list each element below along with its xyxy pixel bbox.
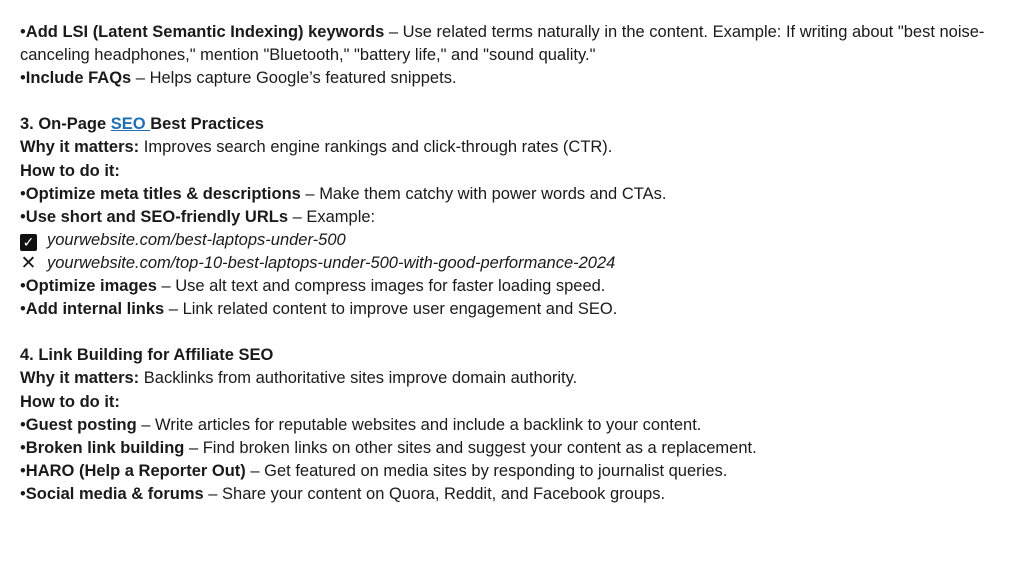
bullet-images [20, 275, 1010, 298]
bullet-mark: • [20, 277, 26, 296]
bullet-term: Social media & forums [25, 484, 204, 503]
bullet-lsi [20, 21, 1010, 67]
bullet-desc: – Use related terms naturally in the content. Example: If writing about "best noise-canceling headphones," mention "Bluetooth," "battery life," and "sound quality." [20, 23, 985, 65]
bullet-mark: • [20, 207, 26, 226]
bullet-term: Include FAQs [25, 69, 132, 88]
section-4-why [20, 367, 1010, 390]
why-text: Improves search engine rankings and click-through rates (CTR). [139, 138, 613, 157]
bullet-meta [20, 183, 1010, 206]
bad-url: yourwebsite.com/top-10-best-laptops-under-500-with-good-performance-2024 [47, 253, 616, 272]
bullet-term: Guest posting [25, 415, 137, 434]
why-label: Why it matters: [20, 138, 140, 157]
how-label: How to do it: [20, 161, 120, 180]
bullet-guest-posting [20, 414, 1010, 437]
bullet-term: Optimize images [25, 277, 157, 296]
heading-text: 4. Link Building for Affiliate SEO [20, 346, 274, 365]
bullet-mark: • [20, 184, 26, 203]
why-label: Why it matters: [20, 369, 140, 388]
why-text: Backlinks from authoritative sites improve domain authority. [139, 369, 578, 388]
bullet-desc: – Use alt text and compress images for faster loading speed. [156, 277, 606, 296]
how-label: How to do it: [20, 392, 120, 411]
spacer [20, 90, 1010, 113]
checkmark-icon: ✓ [20, 234, 37, 251]
section-4-heading [20, 344, 1010, 367]
bullet-desc: – Share your content on Quora, Reddit, and Facebook groups. [203, 484, 666, 503]
bullet-mark: • [20, 415, 26, 434]
section-3-how [20, 160, 1010, 183]
heading-prefix: 3. On-Page [20, 115, 111, 134]
bullet-internal-links [20, 298, 1010, 321]
bullet-desc: – Helps capture Google’s featured snippets. [131, 69, 457, 88]
bullet-mark: • [20, 300, 26, 319]
bullet-term: Add LSI (Latent Semantic Indexing) keywords [25, 23, 385, 41]
good-url-example [20, 229, 1010, 252]
bullet-social-media [20, 483, 1010, 506]
bullet-term: Broken link building [25, 438, 185, 457]
bad-url-example [20, 252, 1010, 275]
bullet-desc: – Example: [288, 207, 376, 226]
bullet-mark: • [20, 438, 26, 457]
seo-link[interactable]: SEO [110, 115, 151, 134]
bullet-term: HARO (Help a Reporter Out) [25, 461, 246, 480]
bullet-desc: – Get featured on media sites by responding to journalist queries. [245, 461, 728, 480]
section-3-why [20, 136, 1010, 159]
bullet-desc: – Write articles for reputable websites and include a backlink to your content. [136, 415, 702, 434]
good-url: yourwebsite.com/best-laptops-under-500 [47, 230, 346, 249]
bullet-term: Add internal links [25, 300, 165, 319]
section-3-heading [20, 113, 1010, 136]
bullet-mark: • [20, 23, 26, 41]
heading-suffix: Best Practices [150, 115, 264, 134]
bullet-mark: • [20, 484, 26, 503]
bullet-broken-links [20, 437, 1010, 460]
bullet-term: Optimize meta titles & descriptions [25, 184, 301, 203]
bullet-haro [20, 460, 1010, 483]
bullet-desc: – Make them catchy with power words and CTAs. [300, 184, 667, 203]
document-body [20, 21, 1010, 506]
bullet-mark: • [20, 461, 26, 480]
bullet-term: Use short and SEO-friendly URLs [25, 207, 288, 226]
bullet-faq [20, 67, 1010, 90]
bullet-mark: • [20, 69, 26, 88]
spacer [20, 321, 1010, 344]
bullet-desc: – Link related content to improve user engagement and SEO. [164, 300, 618, 319]
bullet-urls [20, 206, 1010, 229]
cross-icon: ✕ [20, 252, 37, 274]
bullet-desc: – Find broken links on other sites and suggest your content as a replacement. [184, 438, 757, 457]
section-4-how [20, 391, 1010, 414]
